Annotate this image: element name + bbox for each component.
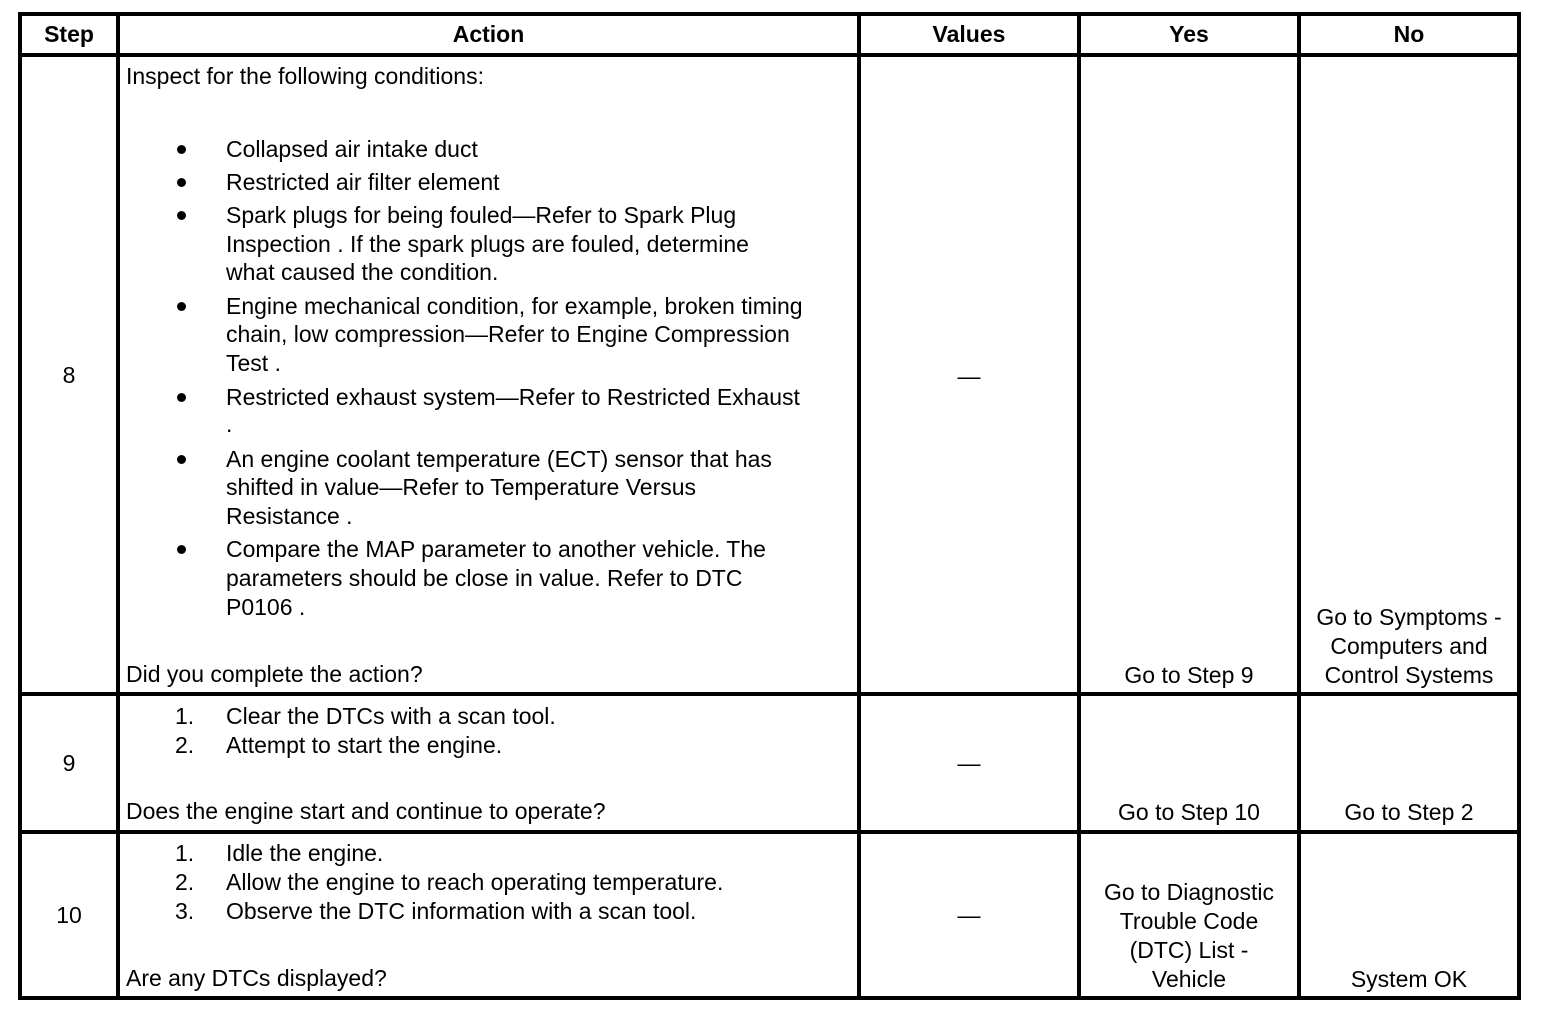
yes-cell [1079,835,1299,994]
no-link-line[interactable]: Control Systems [1324,662,1494,688]
list-item-number: 2. [175,732,195,758]
list-item: Restricted exhaust system—Refer to Restricted Exhaust [226,384,800,410]
bullet-icon [177,545,186,554]
list-item: Clear the DTCs with a scan tool. [226,703,556,729]
yes-link[interactable]: Go to Step 10 [1118,799,1260,825]
yes-link-line[interactable]: Go to Diagnostic [1103,879,1275,905]
list-item: Observe the DTC information with a scan tool. [226,898,697,924]
step-number: 9 [62,750,76,776]
list-item: Collapsed air intake duct [226,136,478,162]
no-link-line[interactable]: Computers and [1330,633,1488,659]
list-item: Spark plugs for being fouled—Refer to Spark Plug [226,202,737,228]
step-number: 8 [62,362,76,388]
column-header-step: Step [44,21,94,47]
list-item-continued: parameters should be close in value. Refer to DTC [226,565,743,591]
list-item-continued: shifted in value—Refer to Temperature Versus [226,474,697,500]
bullet-icon [177,455,186,464]
yes-link-line[interactable]: Vehicle [1151,966,1227,992]
list-item: Restricted air filter element [226,169,500,195]
list-item-continued: P0106 . [226,594,306,620]
values-dash: — [957,902,981,928]
list-item-number: 3. [175,898,195,924]
bullet-icon [177,211,186,220]
yes-cell [1079,58,1299,690]
no-cell [1299,697,1519,827]
list-item-continued: Inspection . If the spark plugs are fouled, determine [226,231,749,257]
no-cell [1299,58,1519,690]
list-item: Allow the engine to reach operating temperature. [226,869,724,895]
yes-link-line[interactable]: Trouble Code [1119,908,1259,934]
list-item-number: 1. [175,840,195,866]
yes-cell [1079,697,1299,827]
action-question: Are any DTCs displayed? [126,965,387,991]
bullet-icon [177,178,186,187]
list-item-continued: Test . [226,350,281,376]
list-item: Attempt to start the engine. [226,732,503,758]
no-link-line[interactable]: Go to Symptoms - [1316,604,1502,630]
column-header-action: Action [452,21,525,47]
list-item-continued: what caused the condition. [226,259,499,285]
column-header-no: No [1393,21,1425,47]
bullet-icon [177,302,186,311]
no-link[interactable]: Go to Step 2 [1344,799,1474,825]
column-header-yes: Yes [1169,21,1209,47]
step-number: 10 [56,902,82,928]
list-item: Compare the MAP parameter to another vehicle. The [226,536,766,562]
list-item-number: 1. [175,703,195,729]
list-item-continued: . [226,411,233,437]
yes-link[interactable]: Go to Step 9 [1124,662,1254,688]
yes-link-line[interactable]: (DTC) List - [1129,937,1249,963]
action-question: Does the engine start and continue to operate? [126,798,606,824]
action-question: Did you complete the action? [126,661,423,687]
no-cell [1299,835,1519,994]
values-dash: — [957,363,981,389]
list-item-number: 2. [175,869,195,895]
list-item: Idle the engine. [226,840,384,866]
list-item: Engine mechanical condition, for example, broken timing [226,293,803,319]
bullet-icon [177,393,186,402]
list-item: An engine coolant temperature (ECT) sensor that has [226,446,772,472]
action-intro: Inspect for the following conditions: [126,63,484,89]
list-item-continued: Resistance . [226,503,353,529]
values-dash: — [957,750,981,776]
no-link[interactable]: System OK [1350,966,1468,992]
column-header-values: Values [932,21,1006,47]
list-item-continued: chain, low compression—Refer to Engine Compression [226,321,790,347]
bullet-icon [177,145,186,154]
